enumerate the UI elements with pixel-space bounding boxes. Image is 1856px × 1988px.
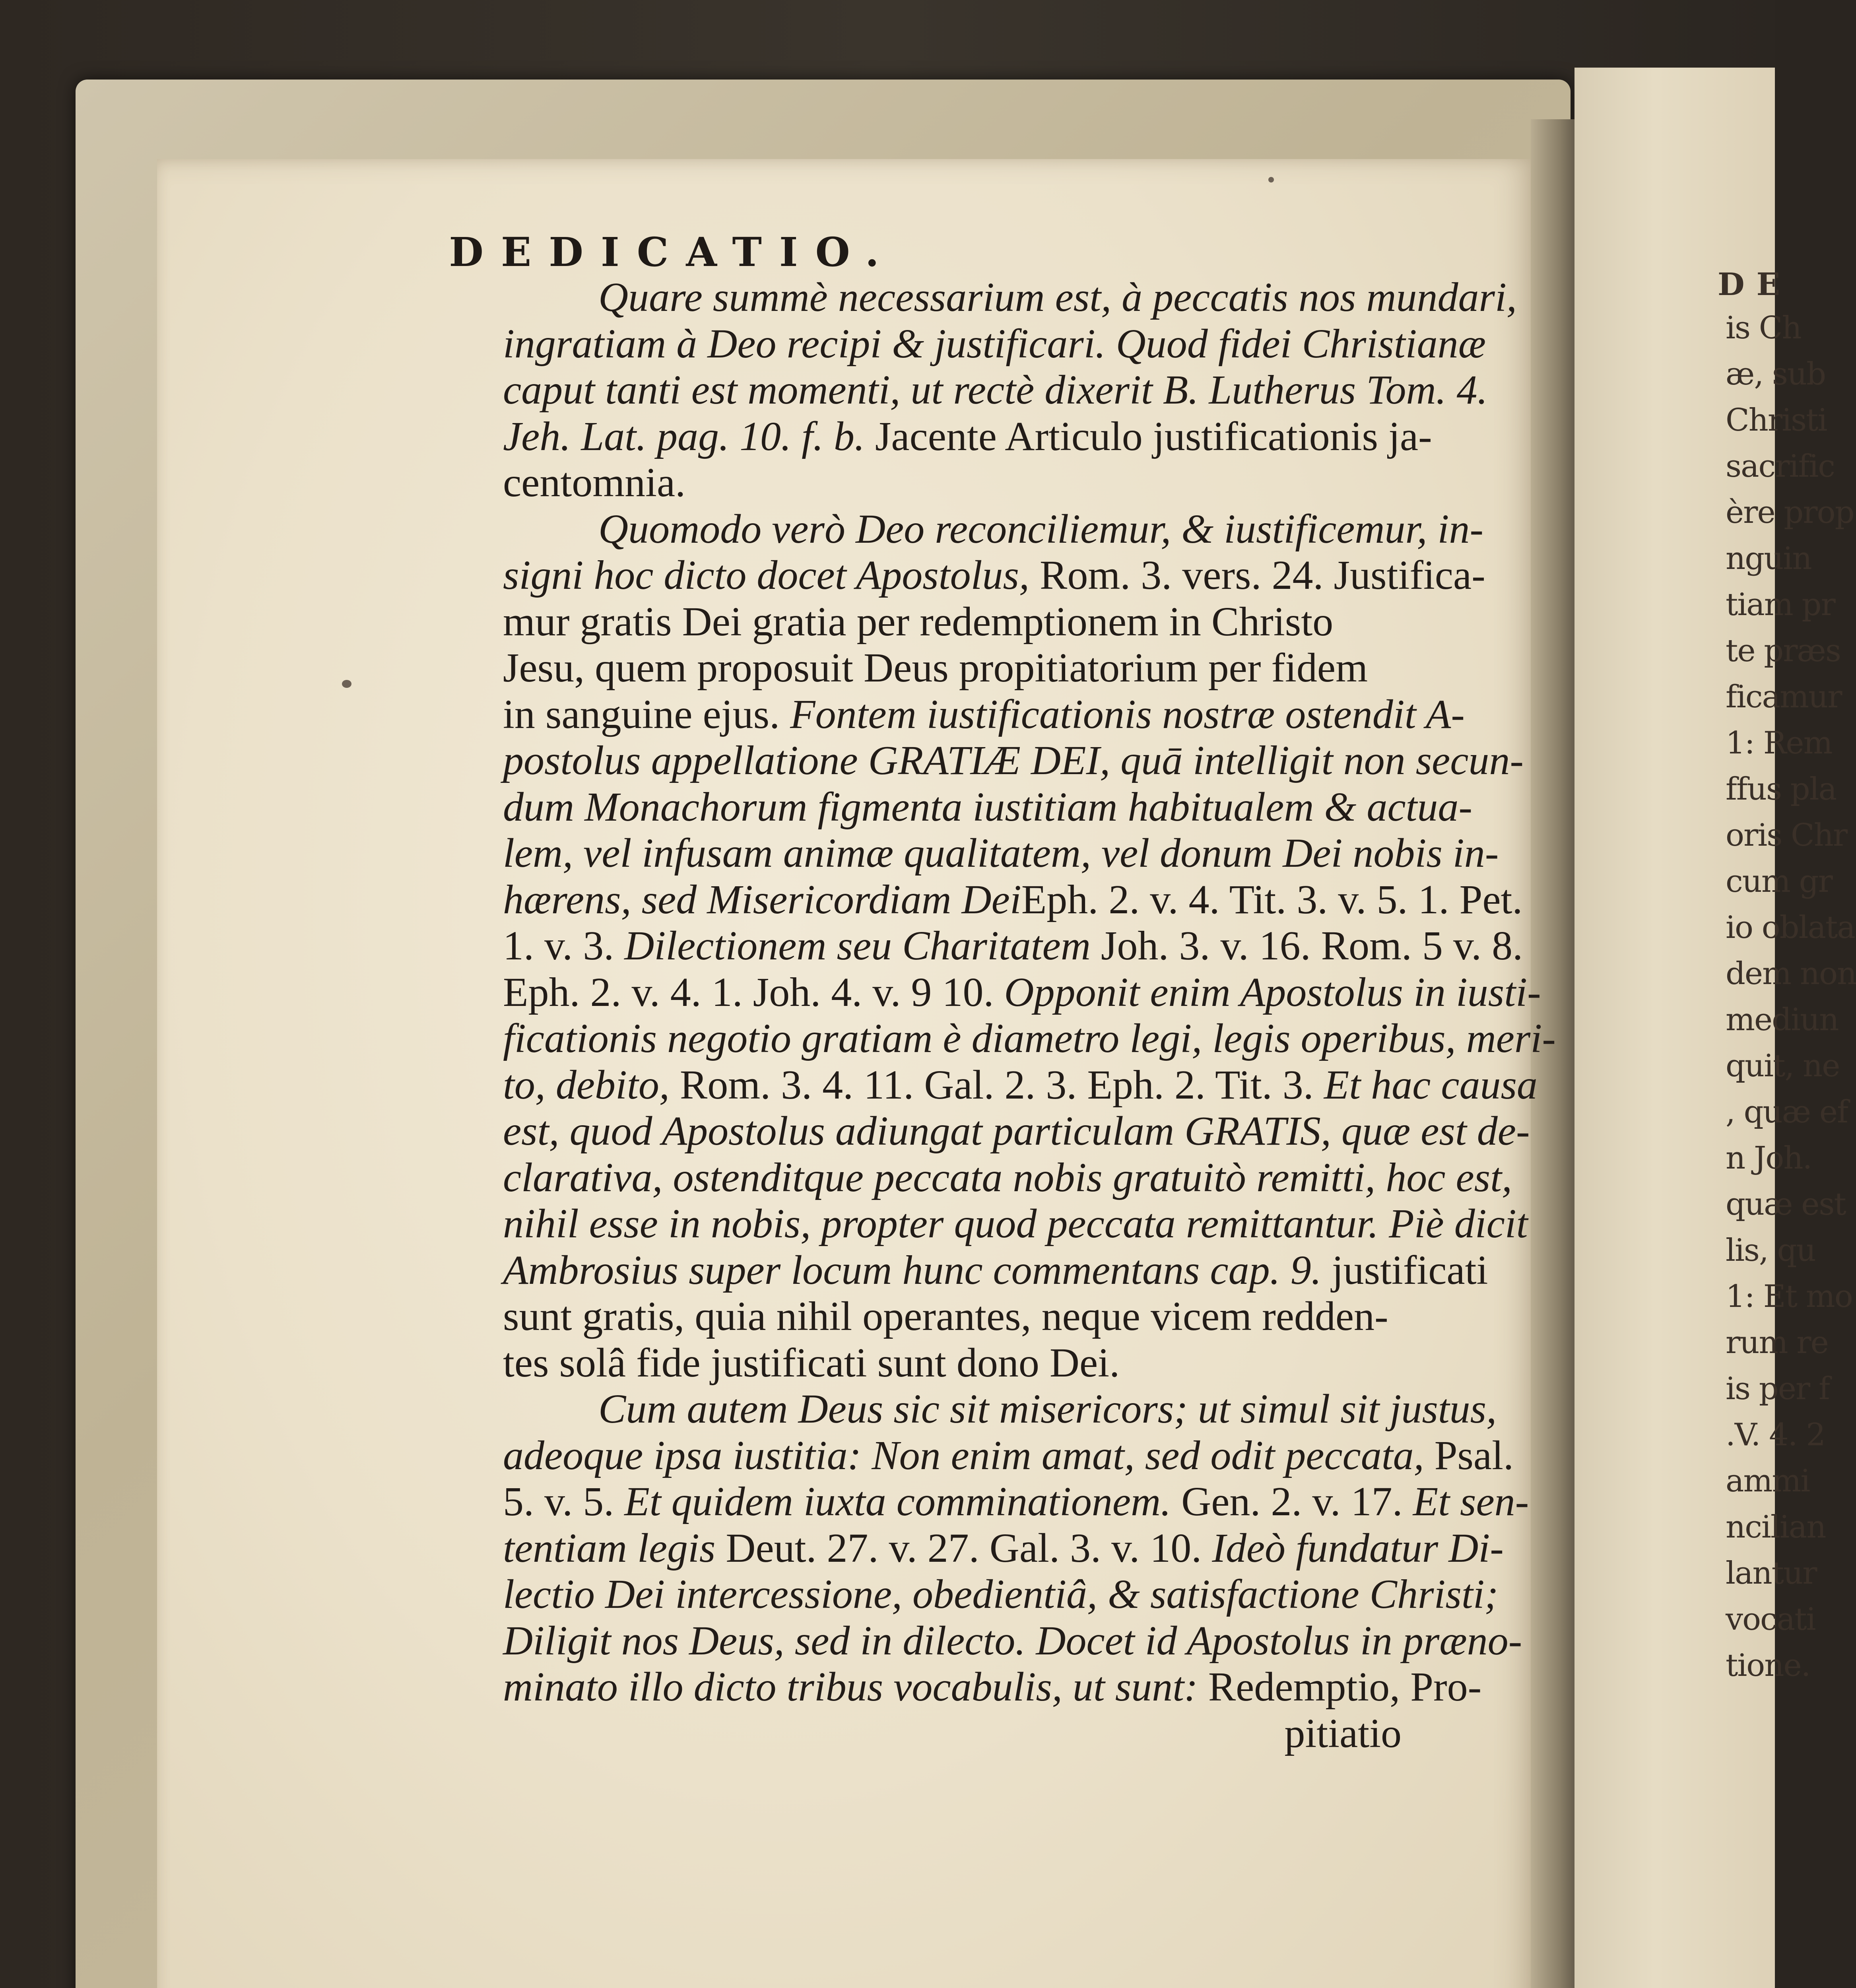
text-line — [503, 1247, 1488, 1294]
right-page-line: quæ est — [1726, 1186, 1846, 1222]
italic-run: lectio Dei intercessione, obedientiâ, & satisfactione Christi; — [503, 1571, 1499, 1617]
text-line — [503, 1062, 1538, 1109]
right-page-line: 1: Rem — [1726, 725, 1832, 761]
right-page-line: ficamur — [1726, 679, 1842, 715]
text-line — [503, 1479, 1529, 1525]
italic-run: hærens, sed Misericordiam Dei — [503, 876, 1021, 922]
text-line — [503, 1015, 1556, 1062]
text-line — [503, 691, 1465, 738]
right-page-line: dem non — [1726, 956, 1856, 992]
right-page-line: ère prop — [1726, 495, 1854, 530]
italic-run: signi hoc dicto docet Apostolus, — [503, 552, 1029, 598]
roman-run: Rom. 3. vers. 24. Justifica- — [1029, 552, 1485, 598]
right-page-line: nguin — [1726, 541, 1811, 577]
text-line — [503, 738, 1524, 784]
text-line — [503, 923, 1523, 969]
roman-run: Joh. 3. v. 16. Rom. 5 v. 8. — [1090, 923, 1523, 969]
right-page — [1574, 68, 1856, 1988]
right-page-line: lis, qu — [1726, 1233, 1815, 1268]
body-text — [503, 274, 1556, 1757]
roman-run: Eph. 2. v. 4. 1. Joh. 4. v. 9 10. — [503, 969, 1004, 1015]
text-line — [503, 1386, 1497, 1433]
right-page-line: æ, sub — [1726, 356, 1826, 392]
roman-run: justificati — [1321, 1247, 1488, 1293]
text-line — [503, 1710, 1402, 1757]
text-line — [503, 1340, 1402, 1386]
text-line — [503, 1525, 1504, 1572]
roman-run: 5. v. 5. — [503, 1479, 625, 1524]
italic-run: minato illo dicto tribus vocabulis, ut sunt: — [503, 1664, 1198, 1710]
text-line — [503, 1664, 1482, 1710]
right-page-line: mediun — [1726, 1002, 1839, 1038]
italic-run: clarativa, ostenditque peccata nobis gratuitò remitti, hoc est, — [503, 1154, 1512, 1200]
text-line — [503, 460, 1402, 506]
text-line — [503, 1108, 1530, 1155]
roman-run: Psal. — [1424, 1432, 1514, 1478]
roman-run: Deut. 27. v. 27. Gal. 3. v. 10. — [715, 1525, 1212, 1571]
italic-run: Cum autem Deus sic sit misericors; ut simul sit justus, — [598, 1386, 1497, 1432]
right-page-line: tiam pr — [1726, 587, 1835, 623]
right-page-line: quit, ne — [1726, 1048, 1840, 1084]
text-line — [503, 599, 1402, 645]
text-line — [503, 1293, 1402, 1340]
text-line — [503, 1154, 1512, 1201]
page-header: DEDICATIO. — [449, 229, 897, 276]
italic-run: Ambrosius super locum hunc commentans cap. 9. — [503, 1247, 1322, 1293]
text-line — [503, 1432, 1514, 1479]
italic-run: Ideò fundatur Di- — [1212, 1525, 1504, 1571]
text-line — [503, 506, 1483, 553]
roman-run: Jacente Articulo justificationis ja- — [864, 413, 1432, 459]
text-line — [503, 645, 1402, 691]
right-page-line: , quæ ef — [1726, 1094, 1848, 1130]
right-page-line: ammi — [1726, 1463, 1810, 1499]
right-page-line: n Joh. — [1726, 1140, 1812, 1176]
italic-run: nihil esse in nobis, propter quod peccata remittantur. Piè dicit — [503, 1201, 1528, 1246]
roman-run: mur gratis Dei gratia per redemptionem in Christo — [503, 598, 1334, 645]
text-line — [503, 413, 1432, 460]
italic-run: Et quidem iuxta comminationem. — [624, 1479, 1171, 1524]
roman-run: Eph. 2. v. 4. Tit. 3. v. 5. 1. Pet. — [1021, 876, 1523, 922]
text-line — [503, 552, 1485, 599]
right-page-line: rum re — [1726, 1325, 1828, 1361]
italic-run: postolus appellatione GRATIÆ DEI, quā intelligit non secun- — [503, 738, 1524, 783]
roman-run: Gen. 2. v. 17. — [1171, 1479, 1413, 1524]
text-line — [503, 876, 1523, 923]
text-line — [503, 367, 1488, 414]
italic-run: Et hac causa — [1324, 1062, 1538, 1108]
right-page-line: tione. — [1726, 1648, 1810, 1683]
italic-run: to, debito, — [503, 1062, 670, 1108]
italic-run: Quare summè necessarium est, à peccatis nos mundari, — [598, 274, 1517, 320]
italic-run: Et sen- — [1413, 1479, 1529, 1524]
italic-run: lem, vel infusam animæ qualitatem, vel donum Dei nobis in- — [503, 830, 1499, 876]
text-line — [503, 1571, 1499, 1618]
italic-run: ingratiam à Deo recipi & justificari. Quod fidei Christianæ — [503, 320, 1486, 367]
text-line — [503, 969, 1541, 1016]
roman-run: centomnia. — [503, 460, 686, 505]
roman-run: in sanguine ejus. — [503, 691, 790, 737]
italic-run: adeoque ipsa iustitia: Non enim amat, sed odit peccata, — [503, 1432, 1424, 1478]
right-page-line: vocati — [1726, 1602, 1815, 1637]
text-line — [503, 274, 1517, 321]
roman-run: 1. v. 3. — [503, 923, 625, 969]
right-page-line: oris Chr — [1726, 817, 1847, 853]
italic-run: Jeh. Lat. pag. 10. f. b. — [503, 413, 865, 459]
right-page-line: is Ch — [1726, 310, 1801, 346]
text-line — [503, 320, 1486, 367]
right-page-line: Christi — [1726, 402, 1827, 438]
text-line — [503, 1201, 1528, 1247]
right-page-line: io oblata — [1726, 910, 1855, 945]
right-page-header: DE — [1718, 266, 1792, 303]
right-page-line: ffus pla — [1726, 771, 1837, 807]
italic-run: Quomodo verò Deo reconciliemur, & iustificemur, in- — [598, 506, 1483, 552]
right-page-line: sacrific — [1726, 448, 1835, 484]
italic-run: caput tanti est momenti, ut rectè dixerit B. Lutherus Tom. 4. — [503, 367, 1488, 413]
ink-speck — [342, 680, 351, 688]
italic-run: Dilectionem seu Charitatem — [624, 923, 1091, 969]
text-line — [503, 1617, 1522, 1664]
italic-run: dum Monachorum figmenta iustitiam habitualem & actua- — [503, 784, 1473, 830]
right-page-line: .V. 4. 2 — [1726, 1417, 1825, 1453]
right-page-line: cum gr — [1726, 864, 1832, 899]
italic-run: tentiam legis — [503, 1525, 716, 1571]
italic-run: Fontem iustificationis nostræ ostendit A- — [790, 691, 1465, 737]
right-page-line: te præs — [1726, 633, 1840, 669]
roman-run: Rom. 3. 4. 11. Gal. 2. 3. Eph. 2. Tit. 3. — [669, 1062, 1324, 1108]
text-line — [503, 784, 1473, 831]
italic-run: Opponit enim Apostolus in iusti- — [1004, 969, 1541, 1015]
italic-run: ficationis negotio gratiam è diametro legi, legis operibus, meri- — [503, 1015, 1556, 1061]
italic-run: Diligit nos Deus, sed in dilecto. Docet id Apostolus in præno- — [503, 1617, 1522, 1664]
roman-run: tes solâ fide justificati sunt dono Dei. — [503, 1340, 1120, 1386]
right-page-line: 1: Et mo — [1726, 1279, 1852, 1314]
right-page-line: is per f — [1726, 1371, 1829, 1407]
roman-run: Redemptio, Pro- — [1198, 1664, 1482, 1710]
roman-run: Jesu, quem proposuit Deus propitiatorium per fidem — [503, 645, 1368, 691]
right-page-line: ncilian — [1726, 1509, 1826, 1545]
right-page-line: lantur — [1726, 1555, 1817, 1591]
roman-run: pitiatio — [1284, 1710, 1402, 1756]
ink-speck — [1268, 177, 1274, 182]
italic-run: est, quod Apostolus adiungat particulam GRATIS, quæ est de- — [503, 1108, 1530, 1154]
text-line — [503, 830, 1499, 877]
roman-run: sunt gratis, quia nihil operantes, neque vicem redden- — [503, 1293, 1388, 1339]
